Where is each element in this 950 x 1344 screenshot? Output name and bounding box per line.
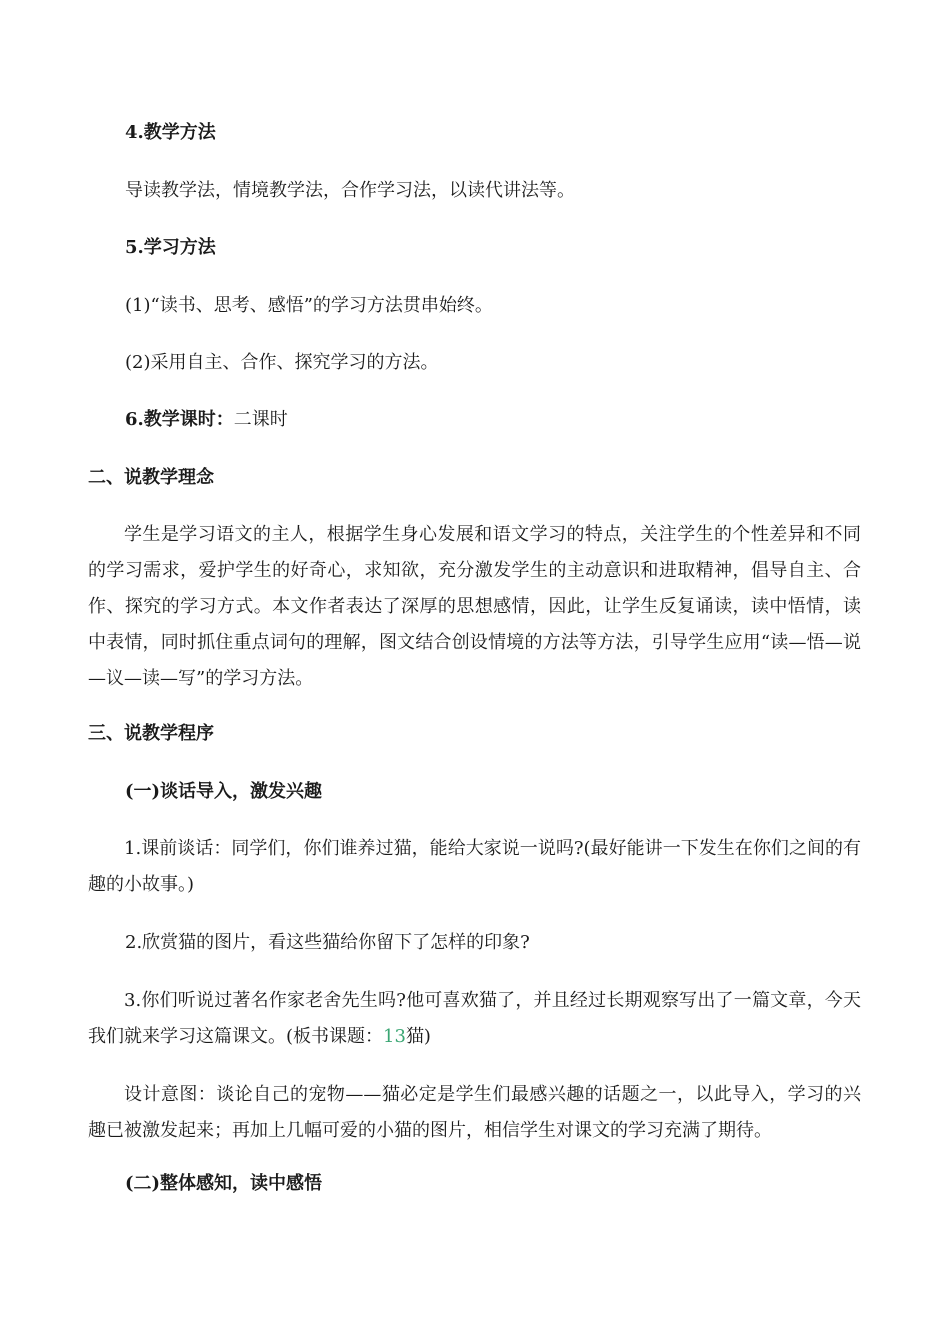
part-1-step-3-end: 猫) (405, 1026, 431, 1047)
learning-method-heading: 5.学习方法 (125, 237, 216, 258)
teaching-hours-label: 6.教学课时： (125, 409, 234, 430)
design-intent-paragraph: 设计意图：谈论自己的宠物——猫必定是学生们最感兴趣的话题之一，以此导入，学习的兴趣已被激发起来；再加上几幅可爱的小猫的图片，相信学生对课文的学习充满了期待。 (88, 1084, 861, 1141)
part-1-step-1: 1.课前谈话：同学们，你们谁养过猫，能给大家说一说吗?(最好能讲一下发生在你们之间的有趣的小故事。) (88, 838, 861, 895)
teaching-concept-paragraph: 学生是学习语文的主人，根据学生身心发展和语文学习的特点，关注学生的个性差异和不同的学习需求，爱护学生的好奇心，求知欲，充分激发学生的主动意识和进取精神，倡导自主、合作、探究的学习方式。本文作者表达了深厚的思想感情，因此，让学生反复诵读，读中悟情，读中表情，同时抓住重点词句的理解，图文结合创设情境的方法等方法，引导学生应用“读—悟—说—议—读—写”的学习方法。 (88, 524, 861, 689)
learning-method-item-1: (1)“读书、思考、感悟”的学习方法贯串始终。 (125, 295, 493, 316)
teaching-hours-value: 二课时 (233, 409, 288, 430)
teaching-method-heading: 4.教学方法 (125, 122, 216, 143)
teaching-concept-heading: 二、说教学理念 (88, 467, 214, 488)
part-1-step-3-text: 3.你们听说过著名作家老舍先生吗?他可喜欢猫了，并且经过长期观察写出了一篇文章，今天我们就来学习这篇课文。(板书课题： (88, 990, 861, 1047)
part-1-step-3 (88, 983, 861, 1055)
teaching-procedure-heading: 三、说教学程序 (88, 723, 214, 744)
part-1-step-2: 2.欣赏猫的图片，看这些猫给你留下了怎样的印象? (125, 932, 530, 953)
part-1-heading: (一)谈话导入，激发兴趣 (125, 781, 323, 802)
lesson-number: 13 (383, 1026, 406, 1047)
teaching-method-text: 导读教学法，情境教学法，合作学习法，以读代讲法等。 (125, 180, 575, 201)
learning-method-item-2: (2)采用自主、合作、探究学习的方法。 (125, 352, 439, 373)
part-2-heading: (二)整体感知，读中感悟 (125, 1173, 323, 1194)
teaching-hours (125, 402, 950, 438)
